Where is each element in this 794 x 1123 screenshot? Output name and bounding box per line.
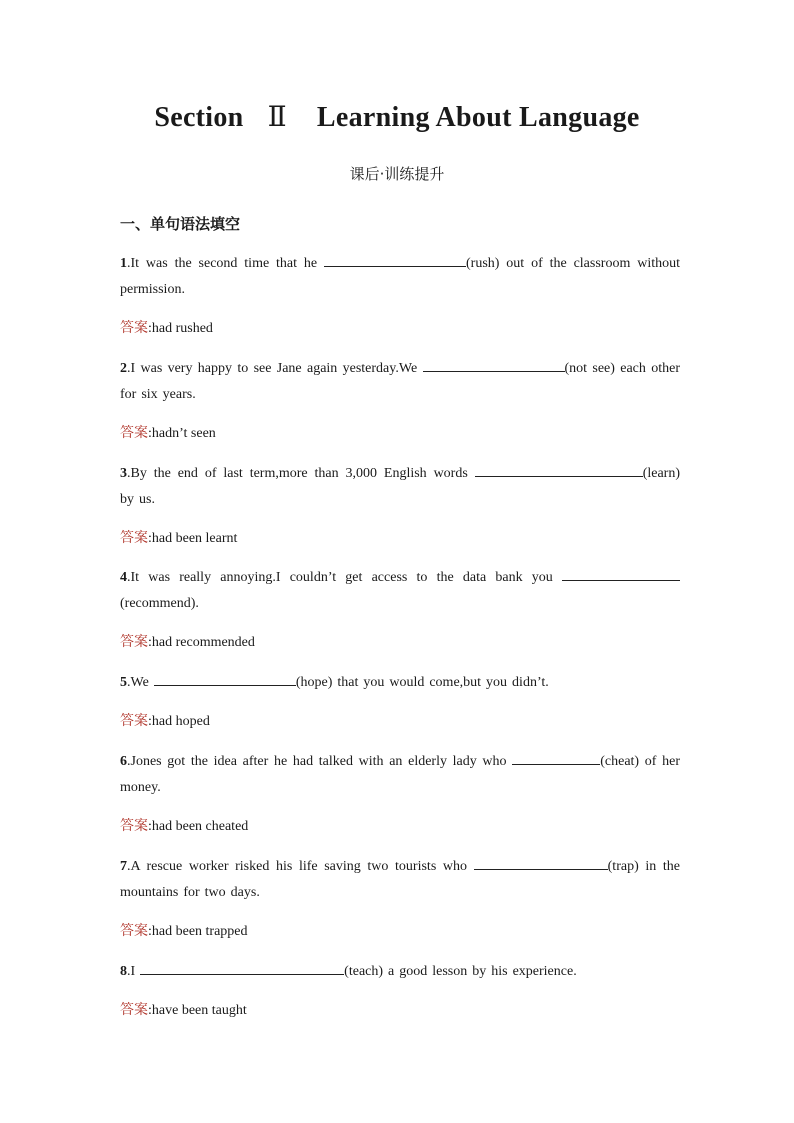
question-text-after: (trap) in the mountains for two days. bbox=[120, 859, 680, 900]
question-number: 2 bbox=[120, 361, 127, 376]
question-1 bbox=[120, 251, 680, 303]
answer-label: 答案 bbox=[120, 818, 148, 834]
question-number: 5 bbox=[120, 675, 127, 690]
answer-blank[interactable] bbox=[154, 670, 296, 686]
page-subtitle: 课后·训练提升 bbox=[349, 165, 445, 183]
question-text-after: (recommend). bbox=[120, 596, 199, 611]
question-number: 7 bbox=[120, 859, 127, 874]
answer-blank[interactable] bbox=[562, 565, 680, 581]
question-text-before: .Jones got the idea after he had talked with an elderly lady who bbox=[127, 754, 513, 769]
answer-blank[interactable] bbox=[474, 854, 608, 870]
question-text-after: (learn) by us. bbox=[120, 466, 680, 507]
question-2 bbox=[120, 356, 680, 408]
question-text-after: (rush) out of the classroom without permission. bbox=[120, 256, 680, 297]
title-section-numeral: Ⅱ bbox=[267, 102, 287, 133]
title-text: Learning About Language bbox=[316, 102, 640, 133]
question-text-before: .I was very happy to see Jane again yesterday.We bbox=[127, 361, 423, 376]
page-title bbox=[0, 100, 794, 134]
question-text-before: .It was really annoying.I couldn’t get access to the data bank you bbox=[127, 570, 562, 585]
question-text-before: .It was the second time that he bbox=[127, 256, 324, 271]
question-3 bbox=[120, 461, 680, 513]
question-number: 4 bbox=[120, 570, 127, 585]
answer-8 bbox=[120, 1000, 247, 1021]
answer-text: :had recommended bbox=[148, 635, 255, 650]
question-text-after: (cheat) of her money. bbox=[120, 754, 680, 795]
question-text-before: .We bbox=[127, 675, 154, 690]
answer-label: 答案 bbox=[120, 634, 148, 650]
answer-text: :had been learnt bbox=[148, 531, 238, 546]
answer-7 bbox=[120, 921, 248, 942]
section-heading: 一、单句语法填空 bbox=[120, 215, 241, 233]
question-number: 8 bbox=[120, 964, 127, 979]
question-text-after: (not see) each other for six years. bbox=[120, 361, 680, 402]
answer-6 bbox=[120, 816, 248, 837]
question-6 bbox=[120, 749, 680, 801]
answer-2 bbox=[120, 423, 216, 444]
answer-blank[interactable] bbox=[512, 749, 600, 765]
question-8 bbox=[120, 959, 680, 985]
answer-text: :had rushed bbox=[148, 321, 213, 336]
question-text-before: .A rescue worker risked his life saving two tourists who bbox=[127, 859, 474, 874]
answer-text: :have been taught bbox=[148, 1003, 247, 1018]
question-7 bbox=[120, 854, 680, 906]
question-number: 3 bbox=[120, 466, 127, 481]
question-5 bbox=[120, 670, 680, 696]
question-text-after: (teach) a good lesson by his experience. bbox=[344, 964, 577, 979]
answer-4 bbox=[120, 632, 255, 653]
answer-blank[interactable] bbox=[423, 356, 565, 372]
answer-label: 答案 bbox=[120, 425, 148, 441]
answer-label: 答案 bbox=[120, 1002, 148, 1018]
question-text-after: (hope) that you would come,but you didn’t. bbox=[295, 675, 549, 690]
question-number: 6 bbox=[120, 754, 127, 769]
answer-label: 答案 bbox=[120, 713, 148, 729]
answer-blank[interactable] bbox=[475, 461, 643, 477]
answer-label: 答案 bbox=[120, 923, 148, 939]
answer-1 bbox=[120, 318, 213, 339]
answer-3 bbox=[120, 528, 237, 549]
answer-blank[interactable] bbox=[140, 959, 344, 975]
answer-text: :hadn’t seen bbox=[148, 426, 216, 441]
question-number: 1 bbox=[120, 256, 127, 271]
answer-text: :had been trapped bbox=[148, 924, 248, 939]
question-text-before: .I bbox=[127, 964, 141, 979]
answer-text: :had been cheated bbox=[148, 819, 249, 834]
question-text-before: .By the end of last term,more than 3,000 English words bbox=[127, 466, 475, 481]
answer-label: 答案 bbox=[120, 530, 148, 546]
title-section-word: Section bbox=[154, 102, 244, 133]
answer-5 bbox=[120, 711, 210, 732]
question-4 bbox=[120, 565, 680, 617]
answer-text: :had hoped bbox=[148, 714, 210, 729]
answer-label: 答案 bbox=[120, 320, 148, 336]
answer-blank[interactable] bbox=[324, 251, 466, 267]
